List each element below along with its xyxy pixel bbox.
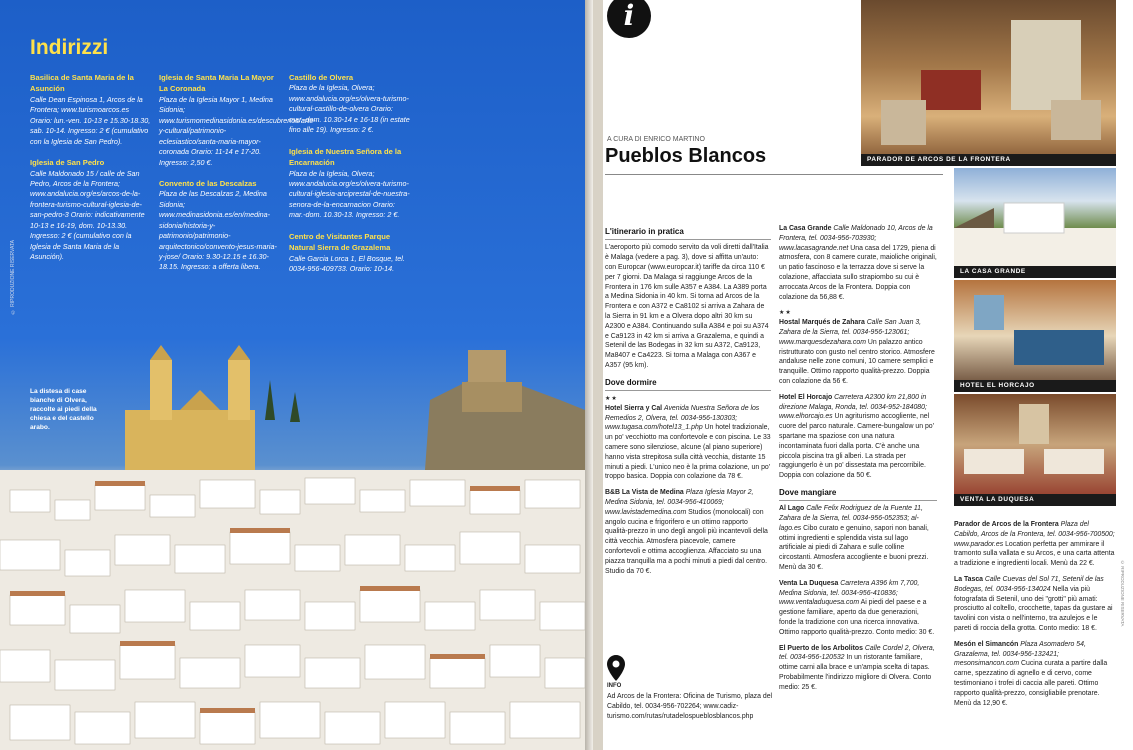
listing-name: Hostal Marqués de Zahara [779, 319, 865, 327]
listing-body: Un agriturismo accogliente, nel cuore del parco naturale. Camere-bungalow un po' spartane ma spaziose con una natura incontaminata fuori dalla porta. C'è anche una piccola piscina tra gli alberi. La strada per raggiungerlo è un po' dissestata ma percorribile. Doppia con colazione da 50 €. [779, 413, 934, 480]
photo-label: VENTA LA DUQUESA [954, 494, 1116, 506]
page-gutter [585, 0, 593, 750]
address-body: Calle Maldonado 15 / calle de San Pedro, Arcos de la Frontera; www.andalucia.org/es/arcos-de-la-frontera-turismo-cultural-iglesia-de-san-pedro-3 Orario: indicativamente 10-13 e 16-19, dom. 10-13.30. Ingresso: 2 € (cumulativo con la Iglesia de Santa Maria de la Asunción). [30, 168, 145, 261]
terrace-image [954, 168, 1116, 266]
stars-rating: ★★ [605, 396, 618, 403]
address-column-2 [159, 72, 316, 283]
address-title: Convento de las Descalzas [159, 178, 257, 188]
address-title: Castillo de Olvera [289, 73, 354, 82]
itinerario-text: L'aeroporto più comodo servito da voli diretti dall'Italia è Malaga (vedere a pag. 3), dove si affitta un'auto: con Europcar (www.europcar.it) tariffe da circa 110 € per 7 giorni. Da Malaga si raggiunge Arcos de la Frontera in 176 km sulle A357 e A384. La A389 porta a Medina Sidonia in 40 km. Si torna ad Arcos de la Frontera e con A372 e Ca8102 si arriva a Zahara de la Sierra in 91 km e a Olvera dopo altri 30 km su A2300 e A384. Continuando sulla A384 e poi su A374 e Ca9123 in 42 km si arriva a Grazalema, e quindi a Setenil de las Bodegas in 32 km su A372, Ca9123, Ma8407 e Ca4223. Si torna a Malaga con A367 e A357 (95 km). [605, 244, 769, 369]
address-title: Basilica de Santa Maria de la Asunción [30, 73, 134, 94]
listing-body: Ai piedi del paese e a gestione familiare, aperto da due generazioni, fonde la tradizione con una ricerca innovativa. Ottimo rapporto qualità-prezzo. Conto medio: 30 €. [779, 599, 935, 636]
listing [954, 520, 1116, 569]
listing-address: Plaza Iglesia Mayor 2, Medina Sidonia, tel. 0034-956-410069; www.lavistademedina.com [605, 489, 754, 516]
column-2 [779, 224, 937, 699]
listing-address: Plaza del Cabildo, Arcos de la Frontera, tel. 0034-956-700500; www.parador.es [954, 521, 1115, 548]
listing-name: El Puerto de los Arbolitos [779, 644, 863, 652]
address-column-3 [289, 72, 411, 284]
listing-address: Avenida Nuestra Señora de los Remedios 2, Olvera, tel. 0034-956-130303; www.tugasa.com/hotel13_1.php [605, 404, 760, 432]
photo-caption: La distesa di case bianche di Olvera, raccolte ai piedi della chiesa e del castello arabo. [30, 388, 97, 431]
parador-photo [861, 0, 1116, 166]
listing-body: Una casa del 1729, piena di atmosfera, con 8 camere curate, maioliche originali, un patio fascinoso e la terrazza dove si serve la colazione, affacciata sullo strapiombo su cui è arroccata Arcos de la Frontera. Doppia con colazione da 56,88 €. [779, 244, 937, 301]
info-label: INFO [607, 683, 622, 689]
listing [954, 640, 1116, 709]
info-body: Ad Arcos de la Frontera: Oficina de Turismo, plaza del Cabildo, tel. 0034-956-702264; www.cadiz-turismo.com/rutas/rutadelospueblosblancos.php [607, 693, 773, 720]
listing-name: La Casa Grande [779, 225, 832, 232]
address-body: Plaza de la Iglesia, Olvera; www.andalucia.org/es/olvera-turismo-cultural-castillo-de-olvera Orario: mar.-dom. 10.30-14 e 16-18 (in estate fino alle 19). Ingresso: 2 €. [289, 83, 410, 135]
listing-address: Calle Cordel 2, Olvera, tel. 0034-956-120532 [779, 644, 935, 662]
listing-address: Plaza Asomadero 54, Grazalema, tel. 0034-956-132421; mesonsimancon.com [954, 640, 1086, 668]
listing-name: Parador de Arcos de la Frontera [954, 521, 1059, 528]
listing-body: Nella via più fotografata di Setenil, uno dei "grotti" più amati: prosciutto al coltello, crocchette, tapas da gustare ai tavolini con vista o nell'interno, tra azulejos e le pareti di roccia della grotta. Conto medio: 18 €. [954, 585, 1113, 632]
listing-name: La Tasca [954, 575, 983, 583]
listing [779, 393, 937, 481]
listing [779, 579, 937, 638]
listing-address: Carretera A2300 km 21,800 in direzione Malaga, Ronda, tel. 0034-952-184080; www.elhorcajo.es [779, 393, 927, 421]
address-title: Iglesia de Nuestra Señora de la Encarnación [289, 146, 402, 168]
address-column-1 [30, 72, 152, 272]
listing [779, 504, 937, 573]
column-3 [954, 520, 1116, 714]
page-edge-bar [593, 0, 603, 750]
info-text [607, 692, 773, 721]
horcajo-photo [954, 280, 1116, 392]
listing [779, 644, 937, 693]
listing-body: Un palazzo antico ristrutturato con gusto nel centro storico. Atmosfere andaluse nelle zone comuni, 10 camere semplici e tranquille. Ottimo rapporto qualità-prezzo. Doppia con colazione da 56 €. [779, 338, 935, 385]
listing [954, 575, 1116, 634]
address-body: Calle Garcia Lorca 1, El Bosque, tel. 0034-956-409733. Orario: 10-14. [289, 253, 405, 273]
listing-body: Cucina curata a partire dalla carne, spezzatino di agnello e di cervo, come testimoniano i trofei di caccia alle pareti. Ottimo rapporto qualità-prezzo, consigliabile prenotare. Menù da 12,90 €. [954, 660, 1108, 707]
right-page [593, 0, 1133, 750]
listing-name: Al Lago [779, 505, 805, 513]
addresses-title: Indirizzi [30, 36, 109, 59]
listing-address: Calle San Juan 3, Zahara de la Sierra, tel. 0034-956-123061; www.marquesdezahara.com [779, 319, 922, 346]
restaurant-image [954, 394, 1116, 494]
listing-name: Venta La Duquesa [779, 579, 839, 587]
photo-credit: © RIPRODUZIONE RISERVATA [10, 240, 16, 315]
listing [605, 394, 771, 482]
article-title: Pueblos Blancos [605, 145, 767, 167]
address-body: Calle Dean Espinosa 1, Arcos de la Frontera; www.turismoarcos.es Orario: lun.-ven. 10-13 e 15.30-18.30, sab. 10-14. Ingresso: 2 € (cumulativo con la Iglesia de San Pedro). [30, 94, 151, 146]
listing-name: Hotel El Horcajo [779, 393, 833, 401]
address-body: Plaza de la Iglesia, Olvera; www.andalucia.org/es/olvera-turismo-cultural-iglesia-arciprestal-de-nuestra-senora-de-la-encarnacion Orario: mar.-dom. 10.30-13. Ingresso: 2 €. [289, 168, 410, 220]
stars-rating: ★★ [779, 310, 792, 317]
address-title: Iglesia de Santa Maria La Mayor La Coronada [159, 73, 274, 94]
listing-body: Un hotel tradizionale, un po' vecchiotto ma confortevole e con piscina. Le 33 camere sono silenziose, alcune (al piano superiore) hanno vista strepitosa sulla città vecchia, distante 15 minuti a piedi. L'unico neo è la prima colazione, un po' troppo basica. Doppia con colazione da 78 €. [605, 424, 771, 481]
address-title: Centro de Visitantes Parque Natural Sierra de Grazalema [289, 231, 391, 253]
author-credit: A CURA DI ENRICO MARTINO [607, 136, 705, 143]
address-title: Iglesia de San Pedro [30, 158, 105, 168]
photo-label: LA CASA GRANDE [954, 266, 1116, 278]
section-mangiare: Dove mangiare [779, 487, 937, 501]
casa-grande-photo [954, 168, 1116, 278]
listing [779, 308, 937, 386]
photo-label: HOTEL EL HORCAJO [954, 380, 1116, 392]
listing-body: In un ristorante familiare, ottime carni alla brace e un'ampia scelta di tapas. Probabilmente l'indirizzo migliore di Olvera. Conto medio: 25 €. [779, 654, 932, 691]
parador-interior-image [861, 0, 1116, 154]
bedroom-image [954, 280, 1116, 380]
section-itinerario: L'itinerario in pratica [605, 226, 771, 240]
duquesa-photo [954, 394, 1116, 506]
listing-name: Mesón el Simancón [954, 640, 1019, 648]
section-dormire: Dove dormire [605, 377, 771, 391]
listing [779, 224, 937, 302]
listing-body: Location perfetta per ammirare il tramonto sulla vallata e su Arcos, e una carta attenta a tradizione e ingredienti locali. Menù da 22 €. [954, 540, 1115, 568]
listing-body: Studios (monolocali) con angolo cucina e frigorifero e un ottimo rapporto qualità-prezzo in uno degli angoli più incantevoli della città vecchia. Atmosfera piacevole, camere confortevoli e ottima accoglienza. Affacciato su una piazza tranquilla ma a pochi minuti a piedi dal centro. Studio da 70 €. [605, 508, 768, 575]
address-body: Plaza de la Iglesia Mayor 1, Medina Sidonia; www.turismomedinasidonia.es/descubrenos/arte-y-cultural/patrimonio-eclesiastico/santa-maria-mayor-coronada Orario: 11-14 e 17-20. Ingresso: 2,50 €. [159, 94, 316, 167]
column-1 [605, 220, 771, 582]
listing-address: Calle Cuevas del Sol 71, Setenil de las Bodegas, tel. 0034-956-134024 [954, 575, 1104, 593]
listing [605, 488, 771, 576]
listing-body: Cibo curato e genuino, sapori non banali, ottimi ingredienti e splendida vista sul lago artificiale ai piedi di Zahara e sulle colline circostanti. Atmosfera accogliente e buoni prezzi. Menù da 30 €. [779, 524, 929, 572]
listing-address: Carretera A396 km 7,700, Medina Sidonia, tel. 0034-956-410836; www.ventaladuquesa.com [779, 579, 920, 607]
title-rule [605, 174, 943, 175]
location-pin-icon [607, 655, 625, 681]
photo-label: PARADOR DE ARCOS DE LA FRONTERA [861, 154, 1116, 166]
listing-name: B&B La Vista de Medina [605, 489, 684, 497]
listing-address: Calle Felix Rodriguez de la Fuente 11, Zahara de la Sierra, tel. 0034-956-052353; al-lago.es [779, 505, 923, 532]
address-body: Plaza de las Descalzas 2, Medina Sidonia; www.medinasidonia.es/en/medina-sidonia/historia-y-patrimonio/patrimonio-arquitectonico/convento-jesus-maria-y-jose/ Orario: 9.30-12.15 e 16.30-18.15. Ingresso: a offerta libera. [159, 189, 277, 272]
vertical-credit: © RIPRODUZIONE RISERVATA [1120, 560, 1125, 627]
listing-address: Calle Maldonado 10, Arcos de la Frontera, tel. 0034-956-703930; www.lacasagrande.net [779, 225, 933, 252]
listing-name: Hotel Sierra y Cal [605, 404, 663, 412]
info-icon: i [607, 0, 651, 38]
